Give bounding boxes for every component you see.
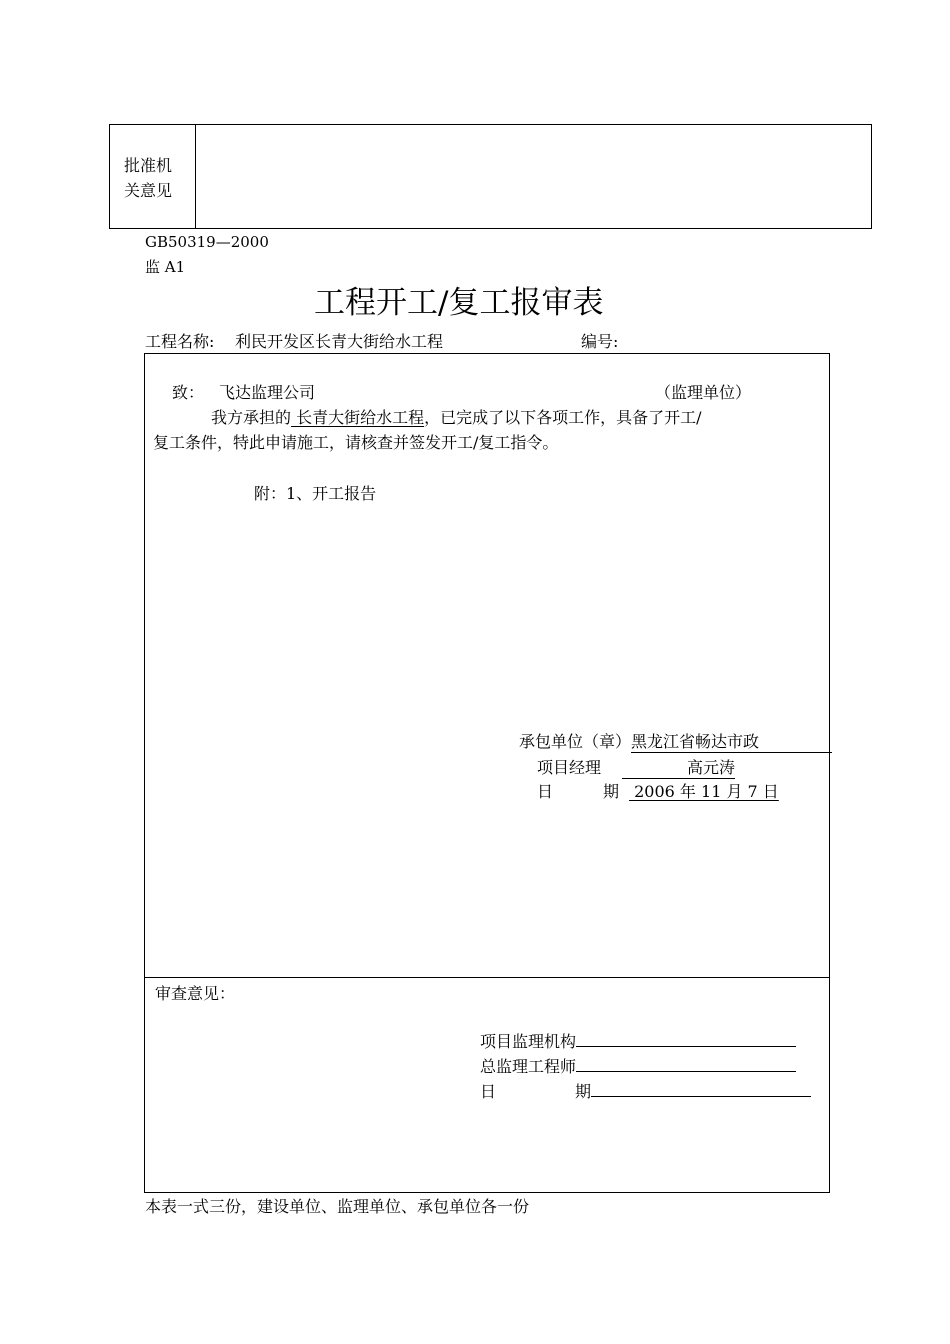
manager-line bbox=[537, 760, 735, 779]
date-line bbox=[537, 784, 779, 800]
review-org-blank bbox=[576, 1045, 796, 1047]
review-divider bbox=[144, 977, 830, 978]
contractor-name: 黑龙江省畅达市政 bbox=[631, 732, 760, 751]
review-chief-label: 总监理工程师 bbox=[480, 1057, 577, 1076]
to-value: 飞达监理公司 bbox=[219, 383, 316, 402]
project-name: 利民开发区长青大街给水工程 bbox=[235, 332, 444, 351]
contractor-line bbox=[519, 734, 832, 753]
application-paragraph-line2: 复工条件，特此申请施工，请核查并签发开工/复工指令。 bbox=[153, 433, 559, 452]
review-label: 审查意见： bbox=[155, 984, 236, 1003]
form-code: 监 A1 bbox=[145, 258, 186, 276]
supervisor-unit-label: （监理单位） bbox=[655, 383, 752, 402]
approval-table-divider bbox=[195, 124, 196, 229]
review-org-label: 项目监理机构 bbox=[480, 1032, 577, 1051]
footer-note: 本表一式三份，建设单位、监理单位、承包单位各一份 bbox=[145, 1197, 530, 1216]
manager-label: 项目经理 bbox=[537, 758, 602, 777]
date-label-1: 日 bbox=[537, 782, 554, 801]
approval-table bbox=[109, 124, 872, 229]
attachment-line: 附：1、开工报告 bbox=[254, 484, 377, 503]
to-label: 致： bbox=[172, 383, 205, 402]
contractor-value bbox=[631, 734, 832, 753]
approval-label-line2: 关意见 bbox=[124, 181, 173, 200]
review-date-label-2: 期 bbox=[575, 1082, 592, 1101]
approval-label-line1: 批准机 bbox=[124, 156, 173, 175]
review-date-blank bbox=[591, 1095, 811, 1097]
date-value: 2006 年 11 月 7 日 bbox=[629, 782, 779, 801]
manager-value: 高元涛 bbox=[687, 758, 736, 777]
standard-code: GB50319—2000 bbox=[145, 233, 269, 251]
application-paragraph-line1 bbox=[211, 410, 702, 426]
para-rest1: ，已完成了以下各项工作，具备了开工/ bbox=[424, 408, 702, 427]
project-name-label: 工程名称: bbox=[145, 332, 215, 351]
review-date-label-1: 日 bbox=[480, 1082, 497, 1101]
date-label-2: 期 bbox=[603, 782, 620, 801]
manager-value-wrap bbox=[622, 760, 735, 779]
page-title: 工程开工/复工报审表 bbox=[314, 285, 604, 321]
review-chief-blank bbox=[576, 1070, 796, 1072]
review-date-line bbox=[480, 1084, 811, 1100]
number-label: 编号: bbox=[581, 332, 619, 351]
contractor-label: 承包单位（章） bbox=[519, 732, 632, 751]
review-chief-line bbox=[480, 1059, 796, 1075]
para-project: 长青大街给水工程 bbox=[291, 408, 425, 427]
review-org-line bbox=[480, 1034, 796, 1050]
para-prefix: 我方承担的 bbox=[211, 408, 292, 427]
